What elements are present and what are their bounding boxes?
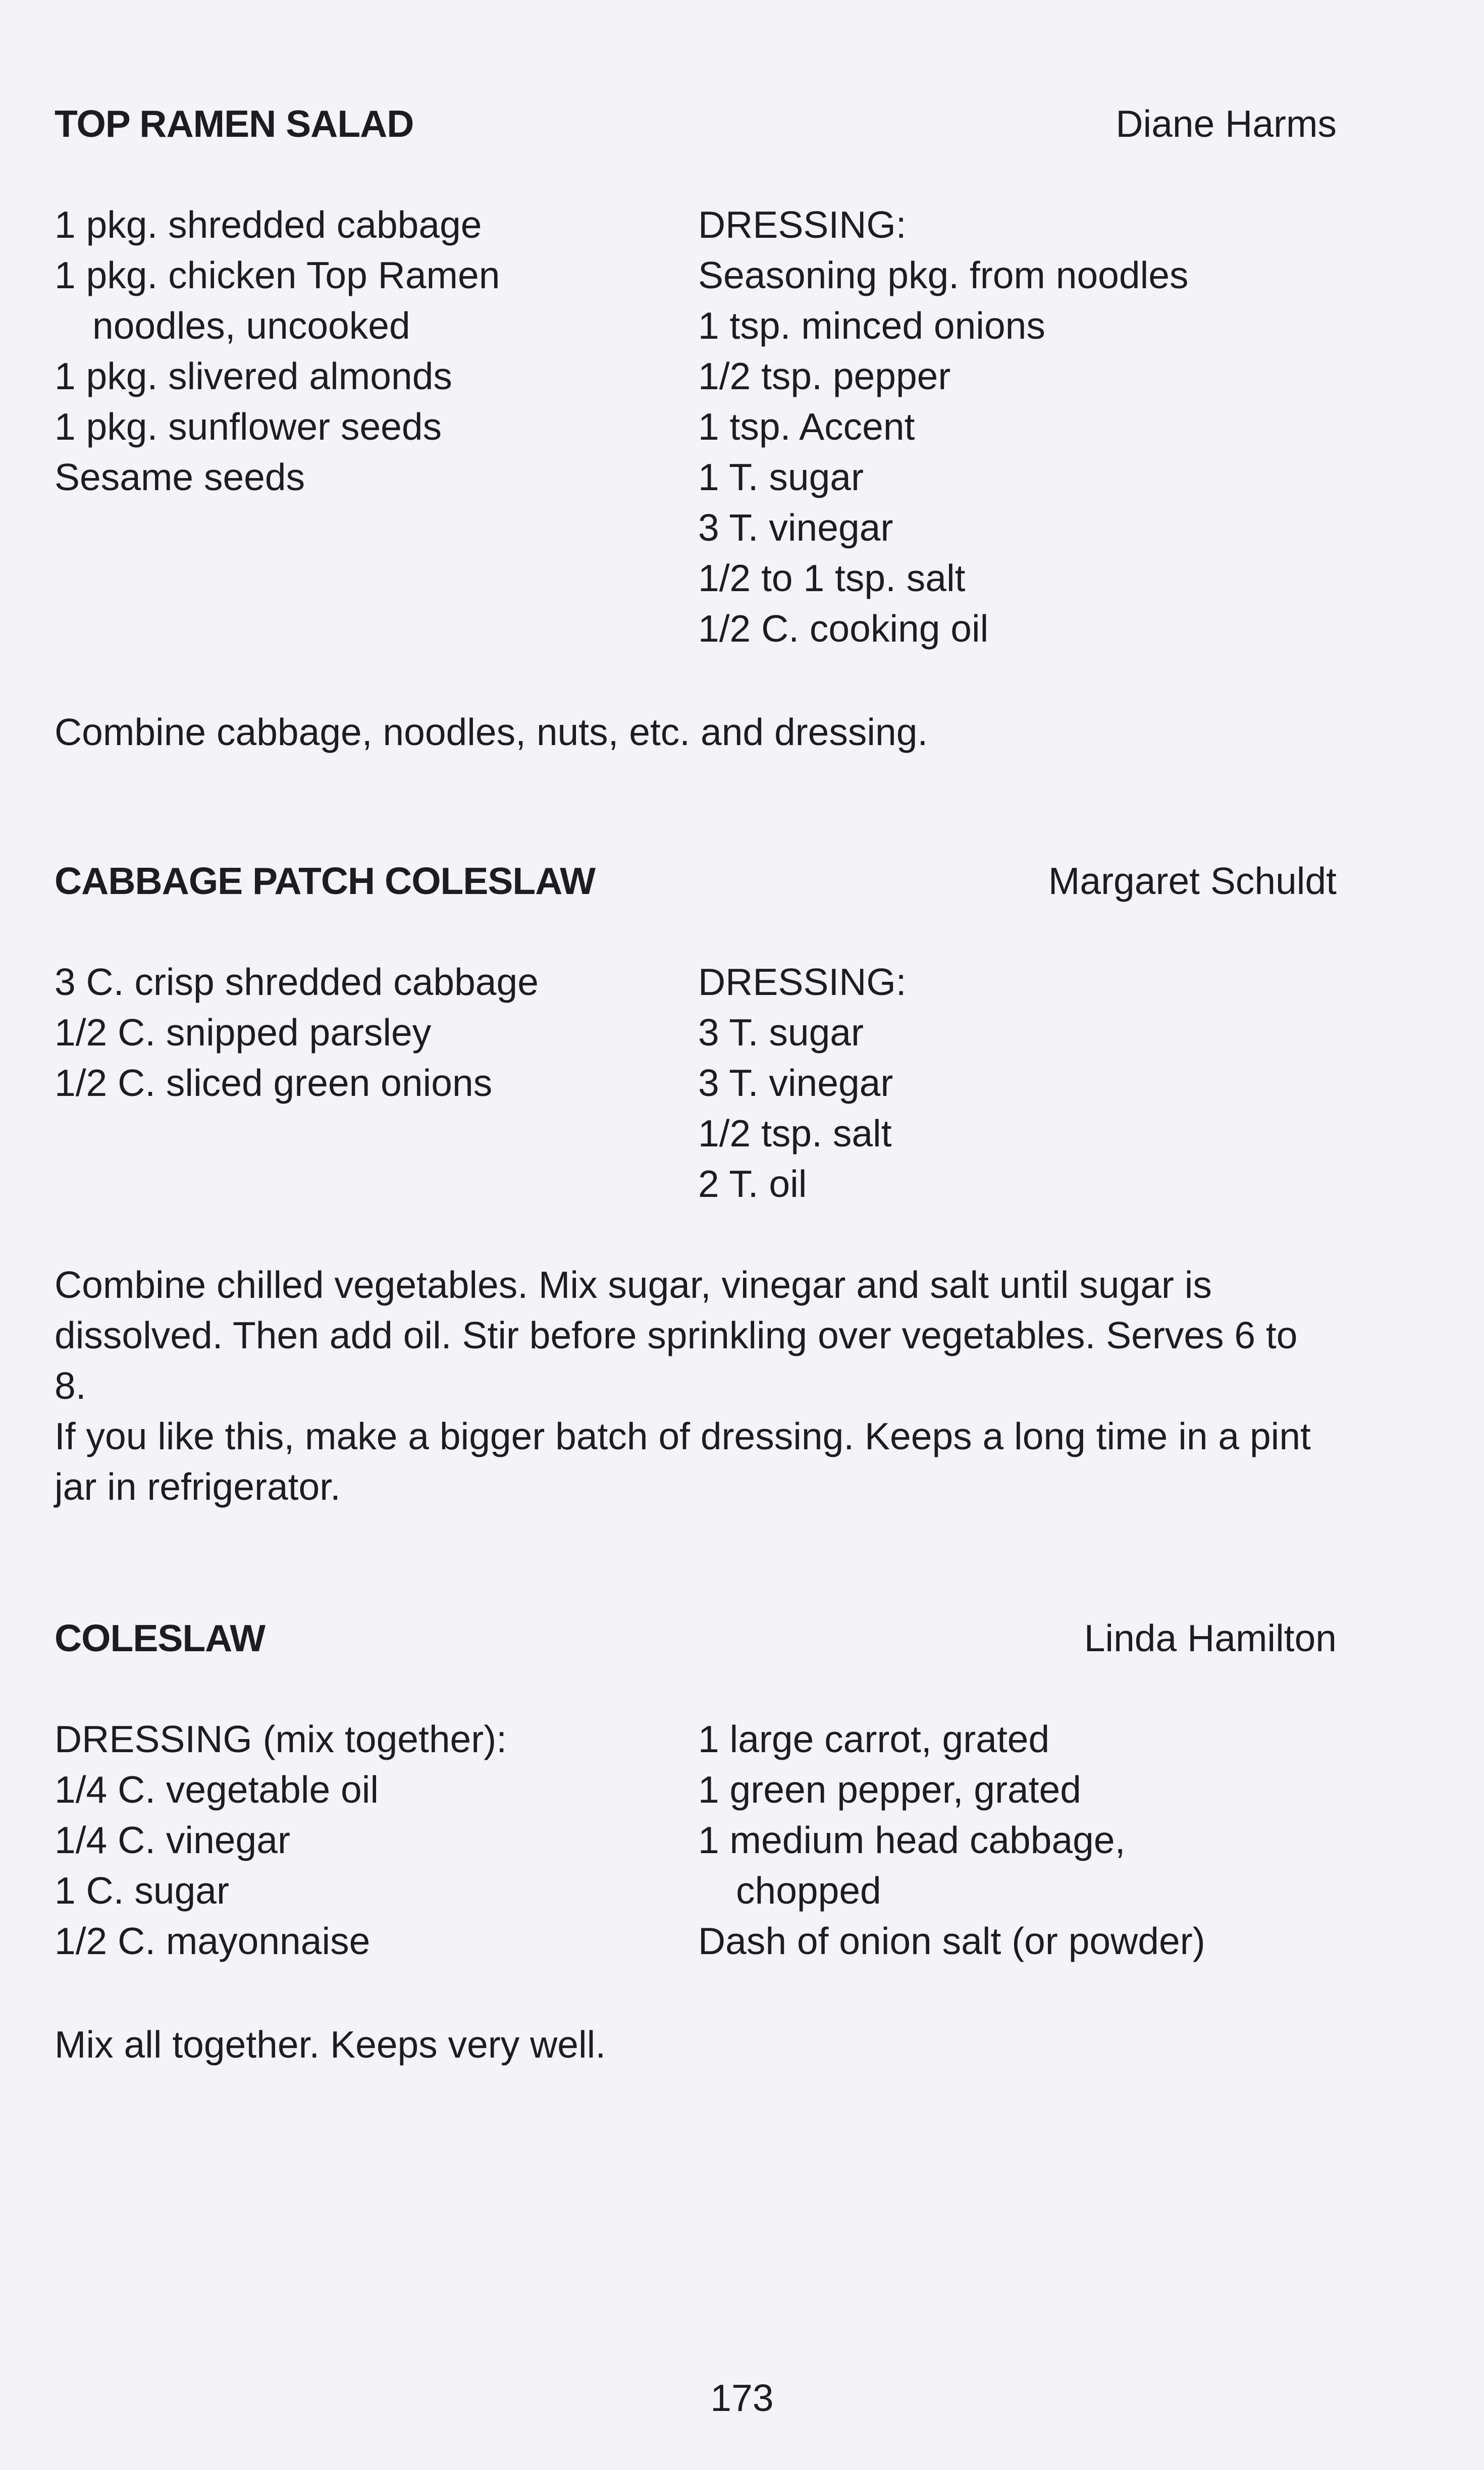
dressing-line: 1/4 C. vegetable oil [55, 1768, 379, 1811]
dressing-line: 1/2 to 1 tsp. salt [698, 557, 966, 599]
ingredient-line: Sesame seeds [55, 456, 305, 498]
ingredient-line: 1 pkg. shredded cabbage [55, 203, 482, 246]
dressing-line: DRESSING: [698, 961, 907, 1003]
ingredient-line: 1/2 C. snipped parsley [55, 1011, 432, 1054]
ingredient-line: chopped [736, 1869, 881, 1912]
recipe-author: Diane Harms [1116, 102, 1337, 145]
dressing-line: 1 tsp. Accent [698, 405, 915, 448]
ingredient-line: 1 large carrot, grated [698, 1718, 1050, 1760]
dressing-line: 1/2 tsp. pepper [698, 355, 951, 397]
ingredient-line: 3 C. crisp shredded cabbage [55, 961, 539, 1003]
dressing-list [698, 199, 1337, 654]
ingredient-line: 1 green pepper, grated [698, 1768, 1081, 1811]
page-number: 173 [710, 2377, 774, 2419]
dressing-line: 1 tsp. minced onions [698, 304, 1045, 347]
recipe-top-ramen-salad [55, 98, 1337, 753]
ingredient-line: noodles, uncooked [92, 304, 410, 347]
recipe-author: Margaret Schuldt [1048, 860, 1337, 902]
ingredient-line: Dash of onion salt (or powder) [698, 1920, 1205, 1962]
recipe-cabbage-patch-coleslaw [55, 856, 1337, 1508]
ingredient-list [55, 199, 685, 502]
ingredient-list [55, 957, 685, 1108]
recipe-title: COLESLAW [55, 1617, 265, 1659]
ingredient-list [698, 1714, 1337, 1966]
recipe-directions [55, 1259, 1337, 1512]
dressing-line: 1/4 C. vinegar [55, 1819, 290, 1861]
dressing-list [698, 957, 1337, 1209]
recipe-title: CABBAGE PATCH COLESLAW [55, 860, 596, 902]
dressing-list [55, 1714, 685, 1966]
recipe-header [55, 856, 1337, 906]
ingredient-line: 1 pkg. slivered almonds [55, 355, 452, 397]
recipe-columns [55, 1714, 1337, 1966]
dressing-line: 1 T. sugar [698, 456, 864, 498]
dressing-line: Seasoning pkg. from noodles [698, 254, 1189, 296]
dressing-line: DRESSING (mix together): [55, 1718, 507, 1760]
ingredient-line: 1 pkg. chicken Top Ramen [55, 254, 500, 296]
dressing-line: 1/2 C. mayonnaise [55, 1920, 370, 1962]
direction-text: If you like this, make a bigger batch of dressing. Keeps a long time in a pint jar in refrigerator. [55, 1415, 1311, 1508]
dressing-line: 2 T. oil [698, 1163, 807, 1205]
ingredient-line: 1 medium head cabbage, [698, 1819, 1126, 1861]
dressing-line: DRESSING: [698, 203, 907, 246]
dressing-line: 1 C. sugar [55, 1869, 229, 1912]
dressing-line: 3 T. vinegar [698, 506, 893, 549]
recipe-directions [55, 2019, 1337, 2070]
recipe-coleslaw [55, 1613, 1337, 2066]
direction-text: Mix all together. Keeps very well. [55, 2023, 606, 2066]
dressing-line: 3 T. vinegar [698, 1062, 893, 1104]
ingredient-line: 1/2 C. sliced green onions [55, 1062, 493, 1104]
ingredient-line: 1 pkg. sunflower seeds [55, 405, 442, 448]
dressing-line: 1/2 tsp. salt [698, 1112, 892, 1154]
recipe-header [55, 1613, 1337, 1663]
recipe-directions [55, 707, 1337, 757]
recipe-columns [55, 957, 1337, 1209]
recipe-header [55, 98, 1337, 149]
recipe-columns [55, 199, 1337, 654]
dressing-line: 3 T. sugar [698, 1011, 864, 1054]
recipe-title: TOP RAMEN SALAD [55, 102, 414, 145]
recipe-author: Linda Hamilton [1084, 1617, 1337, 1659]
dressing-line: 1/2 C. cooking oil [698, 607, 989, 650]
direction-text: Combine cabbage, noodles, nuts, etc. and dressing. [55, 711, 928, 753]
direction-text: Combine chilled vegetables. Mix sugar, vinegar and salt until sugar is dissolved. Then add oil. Stir before sprinkling over vegetables. Serves 6 to 8. [55, 1264, 1298, 1407]
